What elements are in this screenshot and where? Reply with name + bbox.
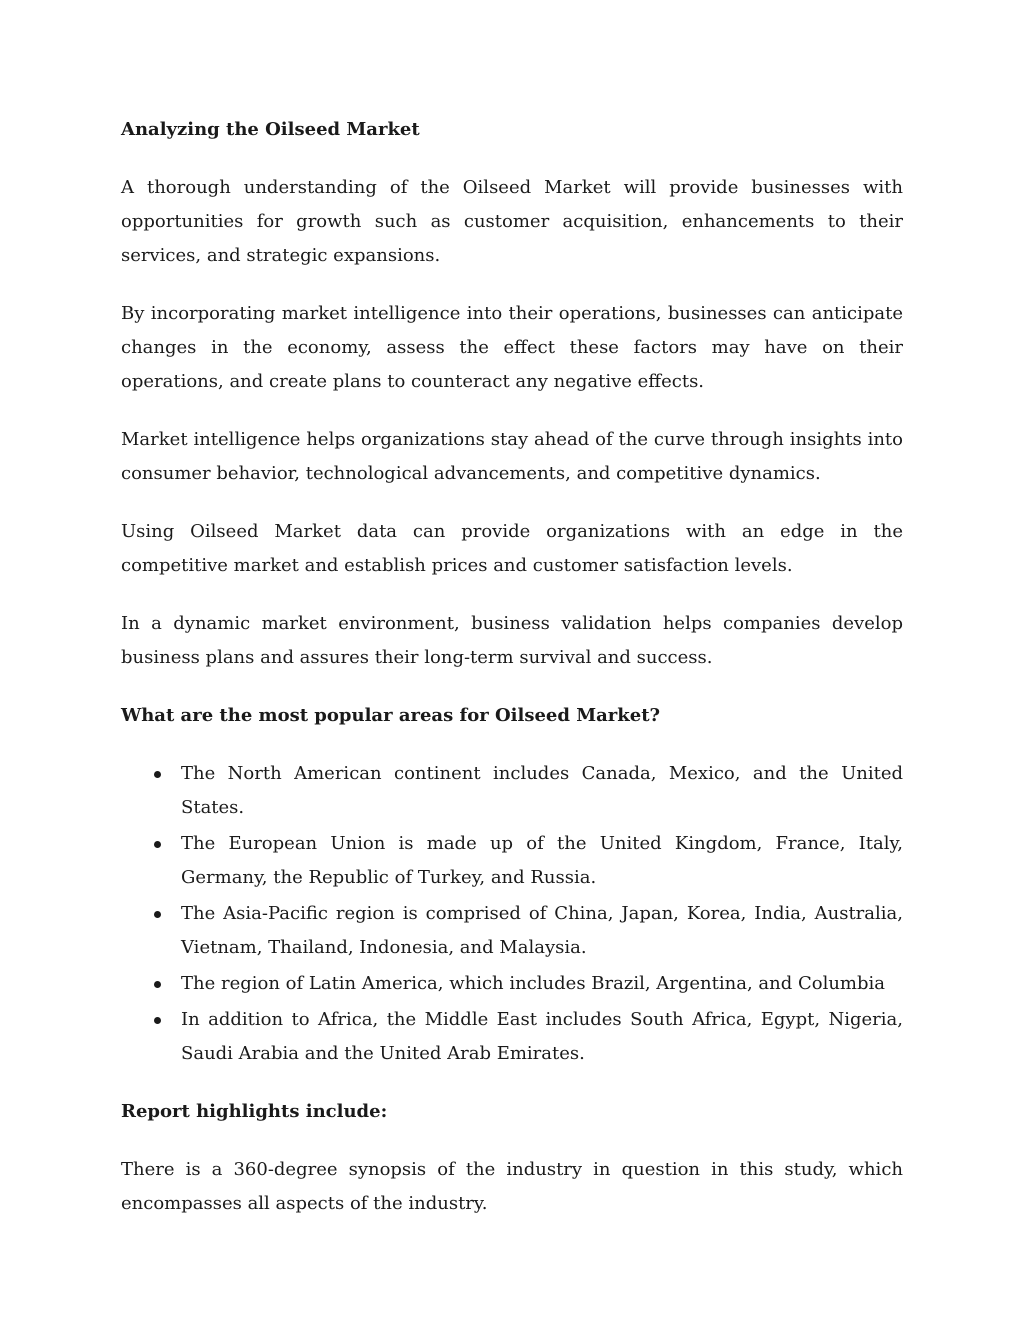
list-item-text: In addition to Africa, the Middle East includes South Africa, Egypt, Nigeria, Saudi Arabia and the United Arab Emirates.	[181, 1009, 903, 1064]
list-item	[121, 967, 903, 1001]
list-item	[121, 897, 903, 965]
section-heading-report-highlights: Report highlights include:	[121, 1101, 388, 1122]
regions-list	[121, 757, 903, 1071]
list-item	[121, 1003, 903, 1071]
paragraph-business-validation: In a dynamic market environment, business validation helps companies develop business plans and assures their long-term survival and success.	[121, 613, 903, 668]
list-item-text: The European Union is made up of the United Kingdom, France, Italy, Germany, the Republic of Turkey, and Russia.	[181, 833, 903, 888]
bullet-icon	[154, 841, 161, 848]
paragraph-market-intelligence: By incorporating market intelligence into their operations, businesses can anticipate changes in the economy, assess the effect these factors may have on their operations, and create plans to counteract any negative effects.	[121, 303, 903, 392]
list-item	[121, 827, 903, 895]
document-page	[121, 113, 903, 1245]
bullet-icon	[154, 771, 161, 778]
paragraph-stay-ahead: Market intelligence helps organizations stay ahead of the curve through insights into consumer behavior, technological advancements, and competitive dynamics.	[121, 429, 903, 484]
list-item-text: The North American continent includes Canada, Mexico, and the United States.	[181, 763, 903, 818]
paragraph-oilseed-data: Using Oilseed Market data can provide organizations with an edge in the competitive market and establish prices and customer satisfaction levels.	[121, 521, 903, 576]
paragraph-understanding: A thorough understanding of the Oilseed Market will provide businesses with opportunities for growth such as customer acquisition, enhancements to their services, and strategic expansions.	[121, 177, 903, 266]
paragraph-synopsis: There is a 360-degree synopsis of the industry in question in this study, which encompasses all aspects of the industry.	[121, 1159, 903, 1214]
list-item	[121, 757, 903, 825]
list-item-text: The region of Latin America, which includes Brazil, Argentina, and Columbia	[181, 973, 886, 994]
section-heading-analyzing: Analyzing the Oilseed Market	[121, 119, 420, 140]
section-heading-popular-areas: What are the most popular areas for Oilseed Market?	[121, 705, 661, 726]
bullet-icon	[154, 981, 161, 988]
bullet-icon	[154, 1017, 161, 1024]
list-item-text: The Asia-Pacific region is comprised of China, Japan, Korea, India, Australia, Vietnam, Thailand, Indonesia, and Malaysia.	[181, 903, 903, 958]
bullet-icon	[154, 911, 161, 918]
